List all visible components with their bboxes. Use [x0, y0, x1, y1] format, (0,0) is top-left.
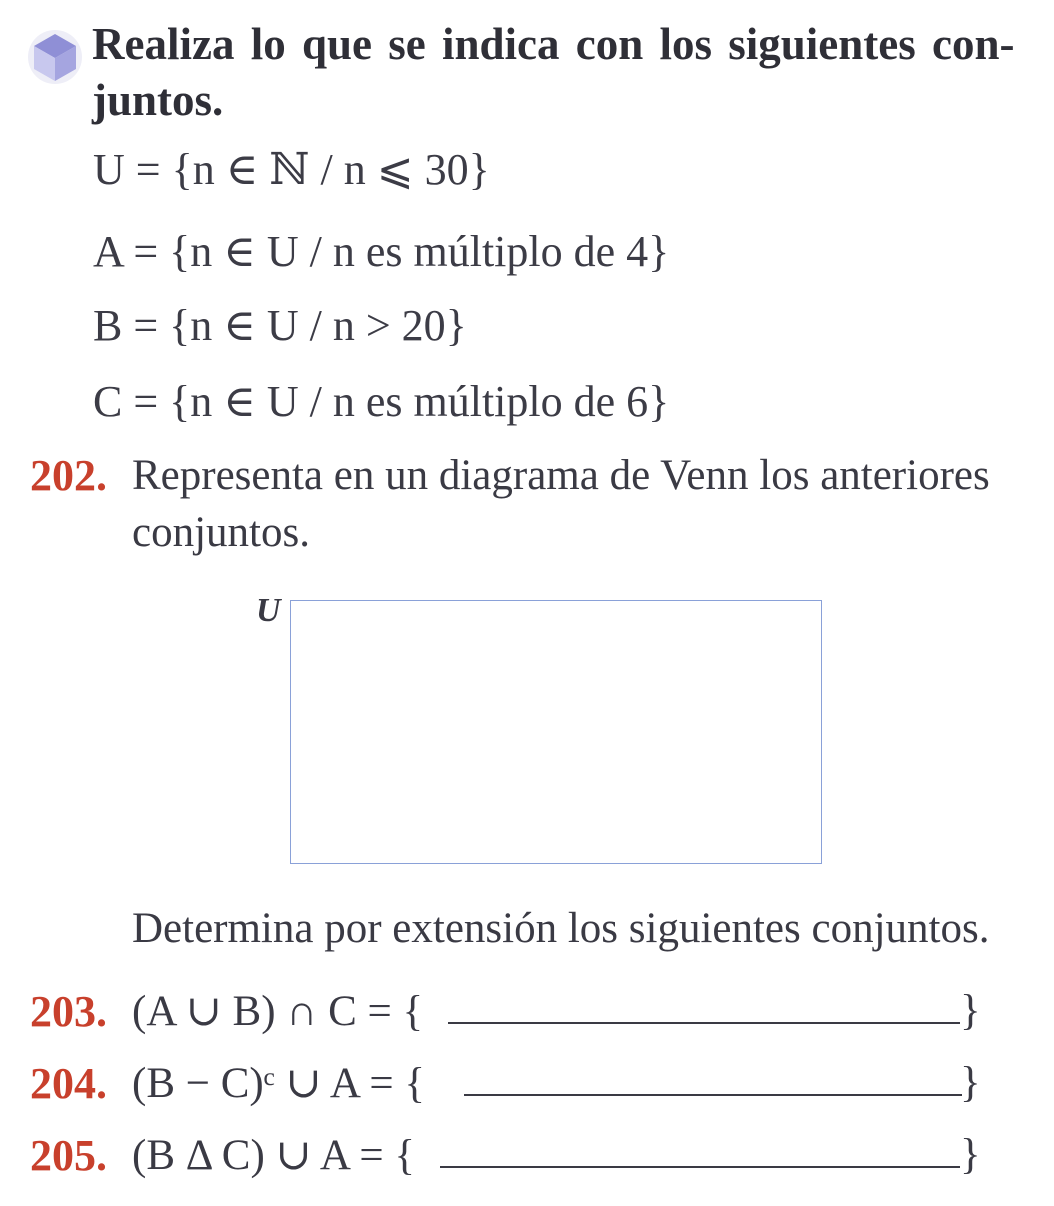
exercise-number-203: 203. [30, 987, 107, 1036]
cube-icon [26, 28, 84, 86]
answer-line-205[interactable] [440, 1166, 960, 1168]
exercise-202-text-line-1: Representa en un diagrama de Venn los anteriores [132, 452, 990, 499]
exercise-number-205: 205. [30, 1131, 107, 1180]
close-brace-203: } [960, 987, 981, 1034]
instruction-line-1: Realiza lo que se indica con los siguientes con- [92, 19, 1015, 69]
set-definition-u: U = {n ∈ ℕ / n ⩽ 30} [93, 145, 490, 194]
exercise-number-202: 202. [30, 451, 107, 500]
venn-universe-label: U [256, 592, 281, 629]
sub-instruction: Determina por extensión los siguientes conjuntos. [132, 905, 990, 952]
exercise-202-text-line-2: conjuntos. [132, 509, 310, 556]
exercise-number-204: 204. [30, 1059, 107, 1108]
close-brace-205: } [960, 1131, 981, 1178]
answer-line-204[interactable] [464, 1094, 962, 1096]
set-definition-a: A = {n ∈ U / n es múltiplo de 4} [93, 227, 670, 276]
exercise-204-expression: (B − C)ᶜ ∪ A = { [132, 1060, 425, 1107]
exercise-203-expression: (A ∪ B) ∩ C = { [132, 988, 424, 1035]
answer-line-203[interactable] [448, 1022, 960, 1024]
set-definition-b: B = {n ∈ U / n > 20} [93, 301, 467, 350]
venn-diagram-area[interactable] [290, 600, 822, 864]
close-brace-204: } [960, 1059, 981, 1106]
set-definition-c: C = {n ∈ U / n es múltiplo de 6} [93, 377, 670, 426]
exercise-205-expression: (B Δ C) ∪ A = { [132, 1132, 416, 1179]
instruction-line-2: juntos. [92, 75, 224, 125]
